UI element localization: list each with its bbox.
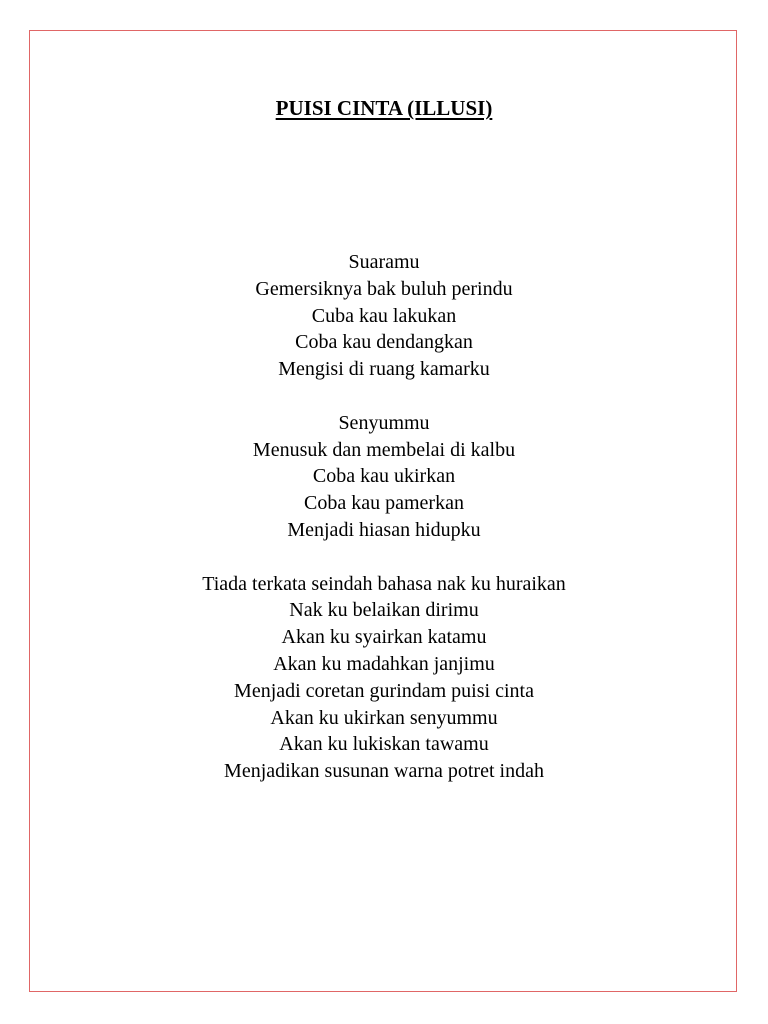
poem-line: Coba kau pamerkan — [304, 492, 464, 515]
poem-line: Mengisi di ruang kamarku — [278, 358, 490, 381]
poem-line: Akan ku lukiskan tawamu — [279, 733, 489, 756]
poem-body — [0, 249, 768, 812]
poem-line: Tiada terkata seindah bahasa nak ku huraikan — [202, 572, 566, 595]
stanza-3 — [0, 571, 768, 785]
poem-line: Coba kau ukirkan — [312, 465, 456, 488]
stanza-1 — [0, 249, 768, 383]
poem-title: PUISI CINTA (ILLUSI) — [275, 96, 493, 120]
poem-line: Senyummu — [338, 411, 430, 434]
stanza-2 — [0, 410, 768, 544]
poem-line: Akan ku ukirkan senyummu — [270, 706, 498, 729]
poem-line: Menjadi hiasan hidupku — [287, 518, 481, 541]
poem-line: Menjadikan susunan warna potret indah — [224, 760, 544, 783]
poem-line: Gemersiknya bak buluh perindu — [255, 277, 513, 300]
poem-line: Akan ku syairkan katamu — [281, 626, 487, 649]
poem-line: Akan ku madahkan janjimu — [273, 652, 495, 675]
poem-line: Menusuk dan membelai di kalbu — [252, 438, 516, 461]
poem-line: Cuba kau lakukan — [311, 304, 457, 327]
poem-line: Suaramu — [348, 251, 420, 273]
poem-line: Coba kau dendangkan — [295, 331, 473, 354]
poem-line: Nak ku belaikan dirimu — [289, 599, 479, 622]
poem-line: Menjadi coretan gurindam puisi cinta — [234, 679, 534, 702]
